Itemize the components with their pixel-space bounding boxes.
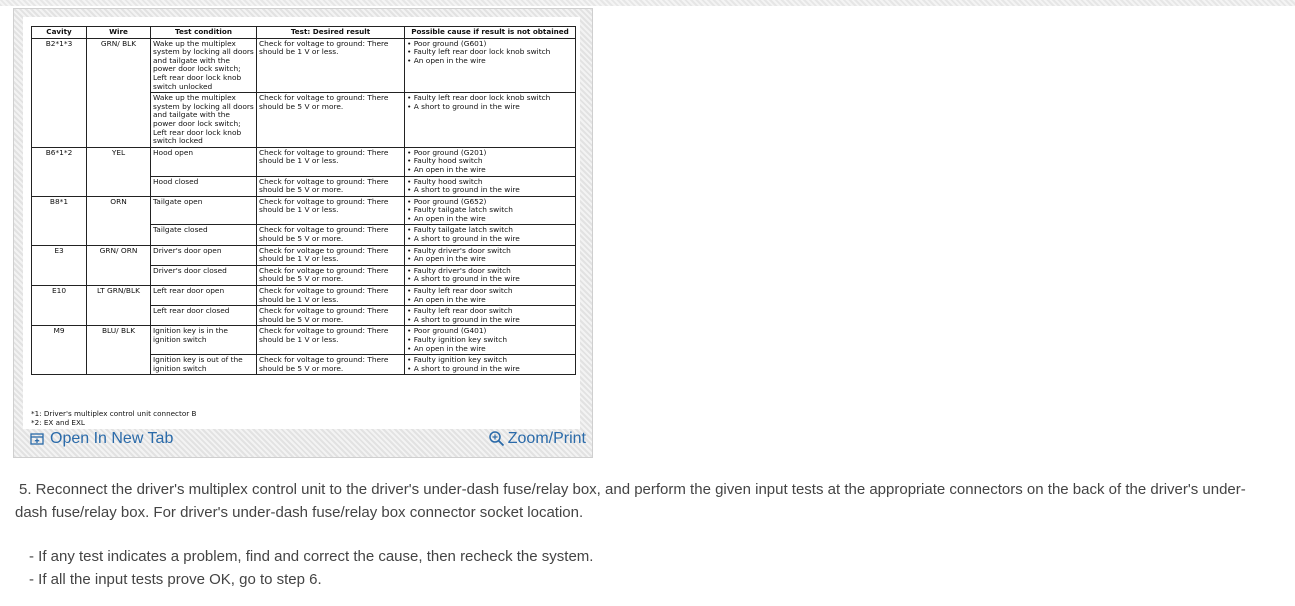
test-condition-cell: Hood closed (151, 176, 257, 196)
desired-result-cell: Check for voltage to ground: There should be 1 V or less. (257, 286, 405, 306)
header-wire: Wire (87, 27, 151, 39)
cause-item: • A short to ground in the wire (407, 314, 520, 324)
table-row (32, 286, 576, 306)
possible-cause-cell (405, 93, 576, 148)
cause-item: • An open in the wire (407, 213, 486, 223)
cause-item: • Faulty left rear door lock knob switch (407, 47, 551, 57)
test-condition-cell: Ignition key is out of the ignition switch (151, 355, 257, 375)
cause-item: • Faulty hood switch (407, 156, 483, 166)
header-desired-result: Test: Desired result (257, 27, 405, 39)
cause-item: • Faulty left rear door switch (407, 306, 513, 316)
new-tab-icon (30, 433, 44, 445)
cavity-cell: B6*1*2 (32, 147, 87, 196)
bullet-problem: - If any test indicates a problem, find and correct the cause, then recheck the system. (29, 548, 594, 565)
possible-cause-cell (405, 265, 576, 285)
step-5-text: 5. Reconnect the driver's multiplex control unit to the driver's under-dash fuse/relay box, and perform the given input tests at the appropriate connectors on the back of the driver's under-dash fuse/relay box. For driver's under-dash fuse/relay box connector socket location. (15, 481, 1246, 521)
cause-item: • Faulty ignition key switch (407, 335, 508, 344)
figure-image[interactable] (23, 17, 580, 429)
open-in-new-tab-link[interactable] (30, 430, 173, 448)
wire-cell: GRN/ BLK (87, 38, 151, 147)
cause-item: • An open in the wire (407, 164, 486, 174)
cause-item: • Faulty left rear door lock knob switch (407, 93, 551, 103)
wire-cell: GRN/ ORN (87, 245, 151, 285)
table-row (32, 38, 576, 93)
cause-item: • An open in the wire (407, 254, 486, 264)
cause-item: • An open in the wire (407, 343, 486, 353)
table-row (32, 147, 576, 176)
open-in-new-tab-label: Open In New Tab (50, 430, 174, 447)
footnote-2: *2: EX and EXL (31, 418, 85, 427)
test-condition-cell: Tailgate open (151, 196, 257, 225)
table-header-row (32, 27, 576, 39)
desired-result-cell: Check for voltage to ground: There should be 5 V or more. (257, 265, 405, 285)
footnote-1: *1: Driver's multiplex control unit connector B (31, 409, 197, 418)
cause-item: • Poor ground (G601) (407, 38, 487, 48)
possible-cause-cell (405, 225, 576, 245)
bullet-ok: - If all the input tests prove OK, go to step 6. (29, 571, 322, 588)
cause-item: • Faulty tailgate latch switch (407, 205, 513, 215)
step-bullets (15, 545, 1275, 591)
possible-cause-cell (405, 326, 576, 355)
cause-item: • Poor ground (G652) (407, 196, 487, 206)
possible-cause-cell (405, 196, 576, 225)
cause-item: • A short to ground in the wire (407, 274, 520, 284)
table-footnotes (31, 409, 196, 427)
test-condition-cell: Driver's door open (151, 245, 257, 265)
instructions-section (15, 478, 1275, 591)
wire-cell: BLU/ BLK (87, 326, 151, 375)
desired-result-cell: Check for voltage to ground: There should be 5 V or more. (257, 225, 405, 245)
cause-item: • A short to ground in the wire (407, 234, 520, 244)
test-condition-cell: Ignition key is in the ignition switch (151, 326, 257, 355)
wire-cell: ORN (87, 196, 151, 245)
cause-item: • A short to ground in the wire (407, 363, 520, 373)
possible-cause-cell (405, 286, 576, 306)
cause-item: • A short to ground in the wire (407, 101, 520, 111)
possible-cause-cell (405, 147, 576, 176)
desired-result-cell: Check for voltage to ground: There should be 1 V or less. (257, 38, 405, 93)
zoom-print-label: Zoom/Print (507, 430, 586, 447)
cause-item: • An open in the wire (407, 55, 486, 65)
top-pattern-strip (0, 0, 1295, 6)
test-condition-cell: Left rear door closed (151, 306, 257, 326)
cause-item: • A short to ground in the wire (407, 185, 520, 195)
desired-result-cell: Check for voltage to ground: There should be 1 V or less. (257, 326, 405, 355)
header-test-condition: Test condition (151, 27, 257, 39)
desired-result-cell: Check for voltage to ground: There should be 5 V or more. (257, 306, 405, 326)
table-row (32, 196, 576, 225)
test-condition-cell: Wake up the multiplex system by locking all doors and tailgate with the power door lock switch; Left rear door lock knob switch unlocked (151, 38, 257, 93)
zoom-icon (488, 430, 506, 448)
cause-item: • Faulty driver's door switch (407, 265, 511, 275)
input-test-table (31, 26, 576, 375)
possible-cause-cell (405, 306, 576, 326)
possible-cause-cell (405, 355, 576, 375)
test-condition-cell: Left rear door open (151, 286, 257, 306)
table-row (32, 326, 576, 355)
test-condition-cell: Driver's door closed (151, 265, 257, 285)
cause-item: • Faulty tailgate latch switch (407, 225, 513, 235)
wire-cell: LT GRN/BLK (87, 286, 151, 326)
figure-links (30, 430, 586, 450)
cavity-cell: M9 (32, 326, 87, 375)
test-condition-cell: Hood open (151, 147, 257, 176)
cavity-cell: B8*1 (32, 196, 87, 245)
cause-item: • An open in the wire (407, 294, 486, 304)
header-possible-cause: Possible cause if result is not obtained (405, 27, 576, 39)
cavity-cell: B2*1*3 (32, 38, 87, 147)
possible-cause-cell (405, 245, 576, 265)
test-condition-cell: Wake up the multiplex system by locking all doors and tailgate with the power door lock switch; Left rear door lock knob switch locked (151, 93, 257, 148)
cavity-cell: E3 (32, 245, 87, 285)
possible-cause-cell (405, 176, 576, 196)
cause-item: • Faulty ignition key switch (407, 355, 508, 365)
cause-item: • Faulty left rear door switch (407, 286, 513, 296)
figure-frame (13, 8, 593, 458)
header-cavity: Cavity (32, 27, 87, 39)
cavity-cell: E10 (32, 286, 87, 326)
cause-item: • Faulty driver's door switch (407, 245, 511, 255)
possible-cause-cell (405, 38, 576, 93)
desired-result-cell: Check for voltage to ground: There should be 1 V or less. (257, 196, 405, 225)
wire-cell: YEL (87, 147, 151, 196)
desired-result-cell: Check for voltage to ground: There should be 5 V or more. (257, 176, 405, 196)
desired-result-cell: Check for voltage to ground: There should be 5 V or more. (257, 355, 405, 375)
test-condition-cell: Tailgate closed (151, 225, 257, 245)
zoom-print-link[interactable] (488, 430, 586, 448)
cause-item: • Faulty hood switch (407, 176, 483, 186)
desired-result-cell: Check for voltage to ground: There should be 5 V or more. (257, 93, 405, 148)
cause-item: • Poor ground (G401) (407, 326, 487, 336)
desired-result-cell: Check for voltage to ground: There should be 1 V or less. (257, 245, 405, 265)
desired-result-cell: Check for voltage to ground: There should be 1 V or less. (257, 147, 405, 176)
table-row (32, 245, 576, 265)
cause-item: • Poor ground (G201) (407, 147, 487, 157)
